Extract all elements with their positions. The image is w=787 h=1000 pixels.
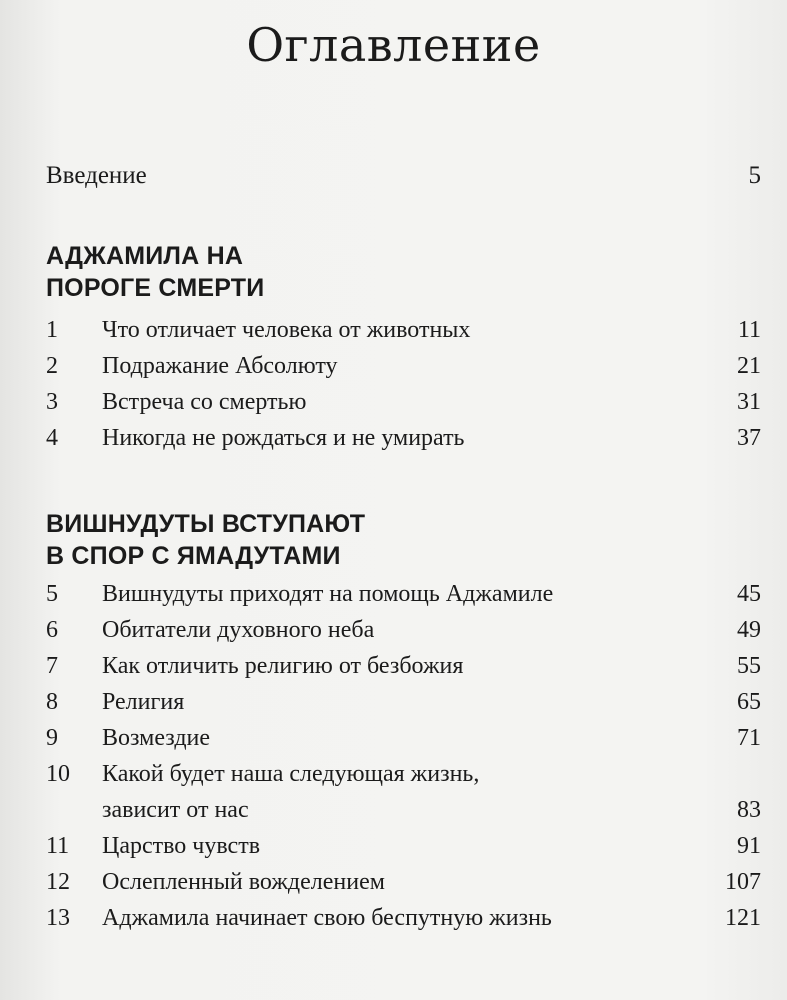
entry-title: Религия [102, 689, 185, 715]
toc-entry [46, 758, 761, 830]
entry-page: 21 [737, 353, 761, 379]
entry-number: 4 [46, 425, 58, 451]
entry-number: 11 [46, 833, 70, 859]
entry-page: 83 [737, 797, 761, 823]
intro-label: Введение [46, 162, 147, 189]
entry-page: 71 [737, 725, 761, 751]
section-heading-line: В СПОР С ЯМАДУТАМИ [46, 542, 341, 570]
toc-entry [46, 614, 761, 650]
entry-page: 121 [725, 905, 761, 931]
entry-number: 6 [46, 617, 58, 643]
toc-entry [46, 422, 761, 458]
entry-number: 5 [46, 581, 58, 607]
toc-entry [46, 578, 761, 614]
toc-entry [46, 902, 761, 938]
entry-title: Как отличить религию от безбожия [102, 653, 464, 679]
entry-page: 11 [737, 317, 761, 343]
toc-entry [46, 386, 761, 422]
entry-title: Что отличает человека от животных [102, 317, 471, 343]
entry-page: 49 [737, 617, 761, 643]
entry-title: Обитатели духовного неба [102, 617, 375, 643]
section-heading [46, 508, 365, 572]
section-entries [46, 314, 761, 458]
entry-number: 13 [46, 905, 70, 931]
intro-entry [46, 162, 761, 190]
section-entries [46, 578, 761, 938]
toc-entry [46, 830, 761, 866]
section-heading [46, 240, 264, 304]
entry-title: Аджамила начинает свою беспутную жизнь [102, 905, 552, 931]
entry-page: 37 [737, 425, 761, 451]
entry-title: Царство чувств [102, 833, 261, 859]
toc-entry [46, 314, 761, 350]
section-heading-line: ПОРОГЕ СМЕРТИ [46, 274, 265, 302]
entry-title-continuation: зависит от нас [102, 797, 249, 823]
section-heading-line: АДЖАМИЛА НА [46, 242, 244, 270]
intro-page: 5 [748, 162, 761, 189]
entry-number: 2 [46, 353, 58, 379]
entry-number: 3 [46, 389, 58, 415]
entry-number: 8 [46, 689, 58, 715]
entry-title: Ослепленный вожделением [102, 869, 385, 895]
entry-page: 45 [737, 581, 761, 607]
entry-title: Встреча со смертью [102, 389, 307, 415]
entry-page: 55 [737, 653, 761, 679]
entry-number: 12 [46, 869, 70, 895]
toc-entry [46, 650, 761, 686]
entry-number: 9 [46, 725, 58, 751]
entry-page: 91 [737, 833, 761, 859]
entry-page: 31 [737, 389, 761, 415]
entry-title: Вишнудуты приходят на помощь Аджамиле [102, 581, 554, 607]
entry-title: Какой будет наша следующая жизнь, [102, 761, 480, 787]
entry-page: 65 [737, 689, 761, 715]
toc-entry [46, 722, 761, 758]
toc-entry [46, 866, 761, 902]
entry-number: 7 [46, 653, 58, 679]
entry-number: 10 [46, 761, 70, 787]
entry-title: Возмездие [102, 725, 211, 751]
section-heading-line: ВИШНУДУТЫ ВСТУПАЮТ [46, 510, 366, 538]
entry-title: Подражание Абсолюту [102, 353, 338, 379]
entry-number: 1 [46, 317, 58, 343]
toc-entry [46, 686, 761, 722]
toc-entry [46, 350, 761, 386]
entry-title: Никогда не рождаться и не умирать [102, 425, 465, 451]
entry-page: 107 [725, 869, 761, 895]
page-title: Оглавление [246, 18, 541, 72]
